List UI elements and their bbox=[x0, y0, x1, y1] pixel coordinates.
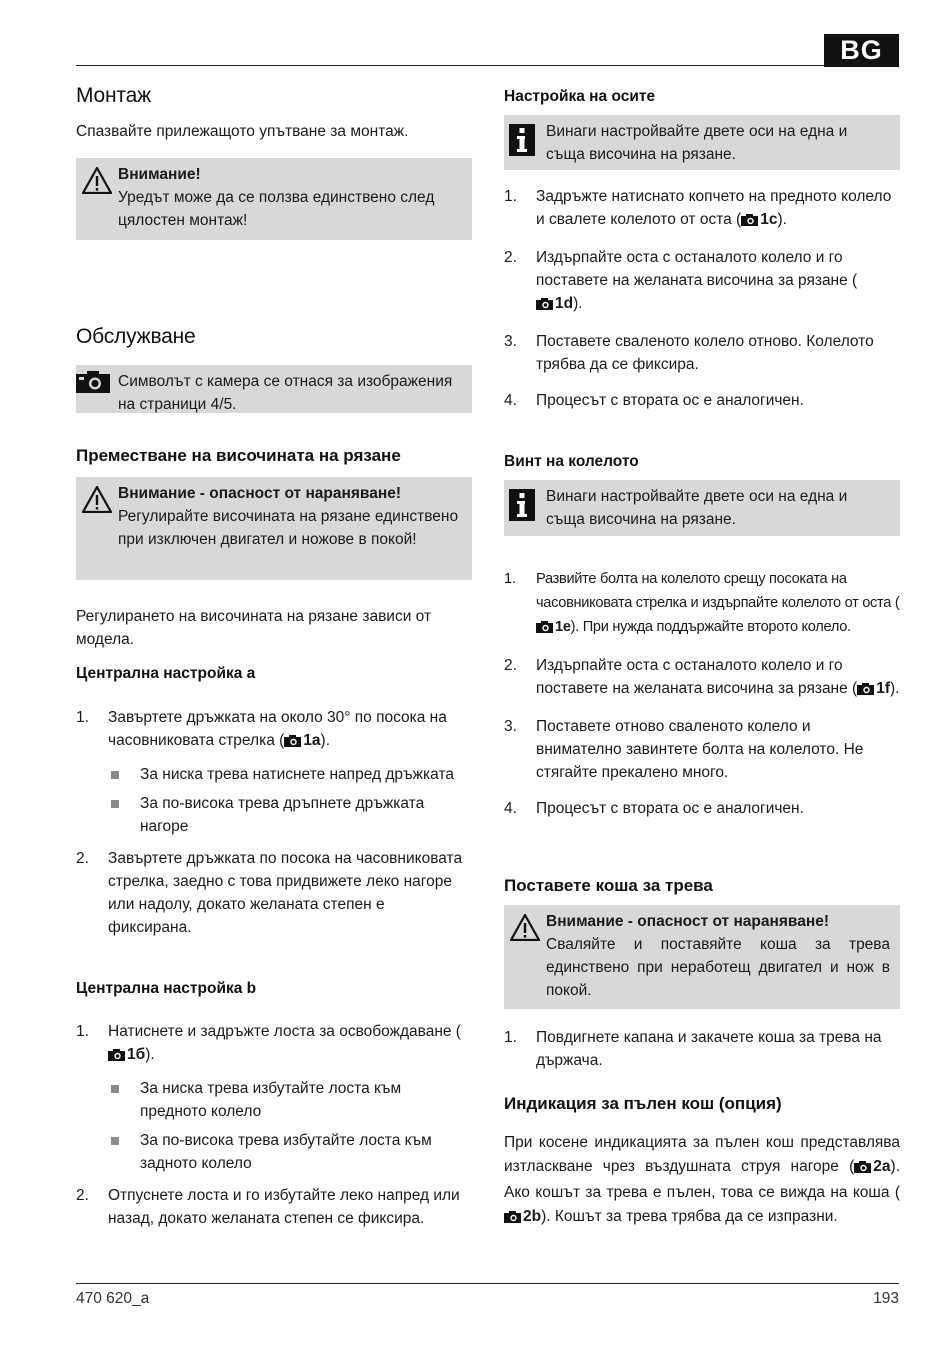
warning-triangle-icon bbox=[82, 486, 112, 520]
info-text: Винаги настройвайте двете оси на една и съща височина на рязане. bbox=[546, 488, 848, 528]
bag-warning-box bbox=[504, 905, 900, 1009]
step-number: 1. bbox=[76, 1023, 89, 1040]
axles-info-box bbox=[504, 115, 900, 170]
step-text: Натиснете и задръжте лоста за освобождаване ( bbox=[108, 1023, 461, 1040]
warning-title: Внимание - опасност от нараняване! bbox=[546, 913, 830, 930]
list-item bbox=[504, 715, 900, 784]
axles-steps bbox=[504, 185, 900, 412]
step-text: Повдигнете капана и закачете коша за трева на държача. bbox=[536, 1029, 882, 1069]
camera-icon bbox=[76, 371, 110, 400]
section-title-cutting-height: Преместване на височината на рязане bbox=[76, 446, 401, 465]
step-number: 3. bbox=[504, 333, 517, 350]
camera-icon bbox=[854, 1157, 871, 1181]
step-text-end: ). bbox=[320, 732, 331, 749]
step-text: Процесът с втората ос е аналогичен. bbox=[536, 392, 804, 409]
step-number: 1. bbox=[504, 571, 516, 587]
header-rule bbox=[76, 65, 824, 66]
step-text-end: ). bbox=[573, 295, 583, 312]
step-text-end: ). bbox=[777, 211, 787, 228]
list-item bbox=[504, 1026, 900, 1072]
info-icon bbox=[509, 124, 535, 163]
camera-icon bbox=[108, 1045, 125, 1068]
wheel-screw-info-box bbox=[504, 480, 900, 536]
camera-icon bbox=[536, 294, 553, 317]
bullet-square bbox=[111, 800, 119, 808]
camera-note-box bbox=[76, 365, 472, 413]
step-number: 4. bbox=[504, 800, 517, 817]
central-b-steps bbox=[76, 1020, 472, 1230]
bullet-text: За ниска трева натиснете напред дръжката bbox=[140, 766, 454, 783]
list-item bbox=[76, 1020, 472, 1068]
montage-text: Спазвайте прилежащото упътване за монтаж. bbox=[76, 123, 409, 140]
figure-reference: 1a bbox=[284, 732, 320, 749]
indicator-text: При косене индикацията за пълен кош представлява изтласкване чрез въздушната струя нагоре ( 2a). Ако кошът за трева е пълен, това се вижда на коша (2b). Кошът за трева трябва да се изпразни. bbox=[504, 1131, 900, 1231]
bag-steps bbox=[504, 1026, 900, 1072]
camera-note-text: Символът с камера се отнася за изображения на страници 4/5. bbox=[118, 373, 453, 413]
step-text: Процесът с втората ос е аналогичен. bbox=[536, 800, 804, 817]
montage-warning-box bbox=[76, 158, 472, 240]
warning-text: Регулирайте височината на рязане единствено при изключен двигател и ножове в покой! bbox=[118, 508, 459, 548]
step-text: Завъртете дръжката по посока на часовниковата стрелка, заедно с това придвижете леко нагоре или надолу, докато желаната степен е фиксирана. bbox=[108, 850, 463, 936]
camera-icon bbox=[536, 617, 553, 641]
bullet-text: За по-висока трева избутайте лоста към задното колело bbox=[140, 1132, 432, 1172]
list-item bbox=[504, 654, 900, 702]
bullet-square bbox=[111, 1085, 119, 1093]
step-text: Поставете отново сваленото колело и внимателно завинтете болта на колелото. Не стягайте прекалено много. bbox=[536, 718, 864, 781]
list-item bbox=[76, 706, 472, 754]
section-title-full-indicator: Индикация за пълен кош (опция) bbox=[504, 1094, 782, 1113]
bullet-text: За ниска трева избутайте лоста към предното колело bbox=[140, 1080, 402, 1120]
bullet-text: За по-висока трева дръпнете дръжката нагоре bbox=[140, 795, 425, 835]
list-item bbox=[504, 797, 900, 820]
list-item bbox=[76, 763, 472, 786]
section-title-grass-bag: Поставете коша за трева bbox=[504, 876, 713, 895]
step-text-end: ). При нужда поддържайте второто колело. bbox=[570, 619, 851, 635]
figure-reference: 1f bbox=[857, 680, 890, 697]
list-item bbox=[76, 1184, 472, 1230]
height-intro-text: Регулирането на височината на рязане зависи от модела. bbox=[76, 608, 432, 648]
language-tag: BG bbox=[824, 34, 899, 67]
step-text: Развийте болта на колелото срещу посоката на часовниковата стрелка и издърпайте колелото от оста ( bbox=[536, 571, 900, 611]
list-item bbox=[76, 847, 472, 939]
step-text-end: ). bbox=[145, 1046, 155, 1063]
list-item bbox=[504, 567, 900, 641]
height-warning-box bbox=[76, 477, 472, 580]
step-number: 3. bbox=[504, 718, 517, 735]
figure-reference: 1e bbox=[536, 619, 571, 635]
wheel-screw-steps bbox=[504, 567, 900, 820]
warning-title: Внимание - опасност от нараняване! bbox=[118, 485, 402, 502]
list-item bbox=[504, 246, 900, 317]
list-item bbox=[76, 792, 472, 838]
figure-reference: 1б bbox=[108, 1046, 145, 1063]
step-text: Задръжте натиснато копчето на предното колело и свалете колелото от оста ( bbox=[536, 188, 892, 228]
info-text: Винаги настройвайте двете оси на една и съща височина на рязане. bbox=[546, 123, 848, 163]
camera-icon bbox=[741, 210, 758, 233]
figure-reference: 2b bbox=[504, 1208, 541, 1225]
subsection-title-axles: Настройка на осите bbox=[504, 88, 656, 105]
step-number: 1. bbox=[504, 1029, 517, 1046]
step-text: Издърпайте оста с останалото колело и го поставете на желаната височина за рязане ( bbox=[536, 657, 858, 697]
step-text: Поставете сваленото колело отново. Колелото трябва да се фиксира. bbox=[536, 333, 874, 373]
document-number: 470 620_a bbox=[76, 1290, 150, 1307]
warning-triangle-icon bbox=[82, 167, 112, 201]
step-number: 2. bbox=[76, 1187, 89, 1204]
step-number: 4. bbox=[504, 392, 517, 409]
list-item bbox=[504, 330, 900, 376]
section-title-service: Обслужване bbox=[76, 325, 196, 348]
bullet-square bbox=[111, 1137, 119, 1145]
bullet-square bbox=[111, 771, 119, 779]
camera-icon bbox=[857, 679, 874, 702]
info-icon bbox=[509, 489, 535, 528]
warning-triangle-icon bbox=[510, 914, 540, 948]
central-a-steps bbox=[76, 706, 472, 939]
subsection-title-central-b: Централна настройка b bbox=[76, 980, 257, 997]
list-item bbox=[76, 1077, 472, 1123]
list-item bbox=[504, 185, 900, 233]
list-item bbox=[76, 1129, 472, 1175]
step-number: 2. bbox=[76, 850, 89, 867]
step-number: 2. bbox=[504, 657, 517, 674]
step-text-end: ). bbox=[890, 680, 900, 697]
step-number: 2. bbox=[504, 249, 517, 266]
list-item bbox=[504, 389, 900, 412]
camera-icon bbox=[504, 1207, 521, 1231]
figure-reference: 1d bbox=[536, 295, 573, 312]
camera-icon bbox=[284, 731, 301, 754]
step-text: Завъртете дръжката на около 30° по посока на часовниковата стрелка ( bbox=[108, 709, 447, 749]
figure-reference: 2a bbox=[854, 1158, 890, 1175]
step-number: 1. bbox=[504, 188, 517, 205]
step-text: Отпуснете лоста и го избутайте леко напред или назад, докато желаната степен се фиксира. bbox=[108, 1187, 460, 1227]
warning-title: Внимание! bbox=[118, 166, 201, 183]
step-text: Издърпайте оста с останалото колело и го поставете на желаната височина за рязане ( bbox=[536, 249, 858, 289]
warning-text: Сваляйте и поставяйте коша за трева единствено при неработещ двигател и нож в покой. bbox=[546, 936, 890, 999]
subsection-title-wheel-screw: Винт на колелото bbox=[504, 453, 639, 470]
footer-rule bbox=[76, 1283, 899, 1284]
section-title-montage: Монтаж bbox=[76, 84, 151, 107]
subsection-title-central-a: Централна настройка а bbox=[76, 665, 256, 682]
step-number: 1. bbox=[76, 709, 89, 726]
page-number: 193 bbox=[873, 1290, 899, 1307]
figure-reference: 1c bbox=[741, 211, 777, 228]
warning-text: Уредът може да се ползва единствено след цялостен монтаж! bbox=[118, 189, 435, 229]
